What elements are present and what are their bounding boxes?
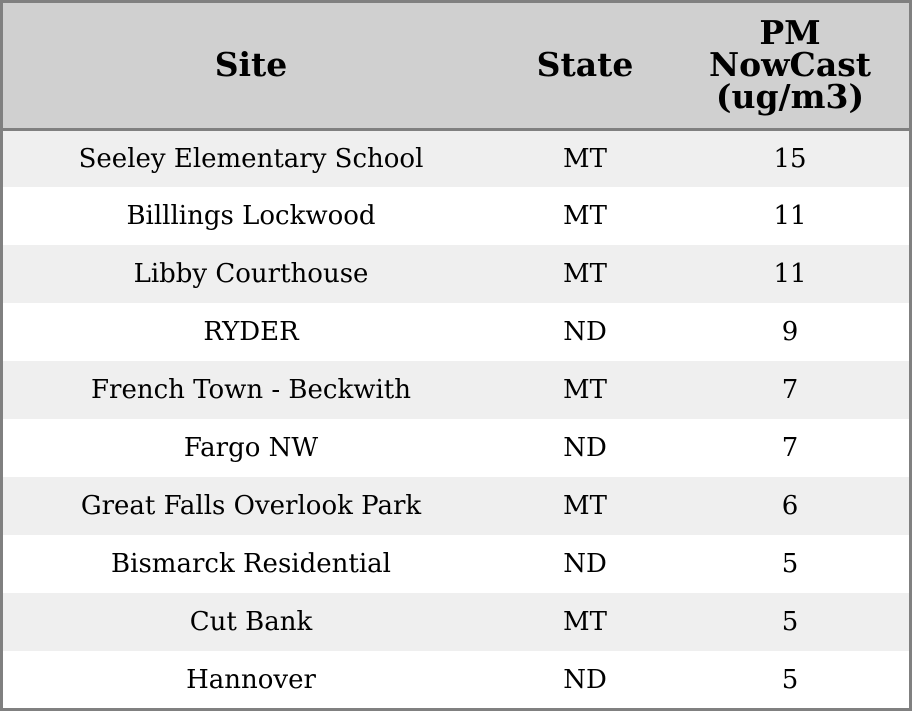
column-header-site — [3, 3, 499, 129]
cell-site: Libby Courthouse — [133, 259, 369, 289]
column-header-pm-line-2: NowCast — [708, 45, 872, 85]
table-row — [3, 651, 909, 709]
cell-site: Hannover — [186, 665, 316, 695]
cell-pm-value: 9 — [781, 317, 799, 347]
cell-site: Fargo NW — [183, 433, 319, 463]
table-row — [3, 187, 909, 245]
cell-state: MT — [563, 491, 607, 521]
pm-nowcast-table — [3, 3, 909, 709]
cell-pm-value: 5 — [781, 665, 799, 695]
table-row — [3, 535, 909, 593]
cell-pm-value: 7 — [781, 433, 799, 463]
cell-site: RYDER — [203, 317, 299, 347]
cell-pm-value: 6 — [781, 491, 799, 521]
cell-state: MT — [563, 143, 607, 174]
cell-state: ND — [563, 433, 607, 463]
column-header-state-line: State — [536, 45, 634, 85]
column-header-pm-line-1: PM — [759, 13, 821, 53]
table-row — [3, 303, 909, 361]
cell-state: MT — [563, 607, 607, 637]
cell-state: MT — [563, 259, 607, 289]
cell-state: MT — [563, 375, 607, 405]
cell-site: Bismarck Residential — [111, 549, 391, 579]
cell-pm-value: 11 — [773, 201, 807, 231]
cell-pm-value: 11 — [773, 259, 807, 289]
table-row — [3, 419, 909, 477]
column-header-pm-nowcast — [671, 3, 909, 129]
column-header-site-line: Site — [214, 45, 288, 85]
cell-site: Seeley Elementary School — [78, 143, 424, 174]
cell-site: Cut Bank — [189, 607, 313, 637]
cell-state: ND — [563, 665, 607, 695]
cell-state: ND — [563, 317, 607, 347]
table-row — [3, 593, 909, 651]
cell-pm-value: 7 — [781, 375, 799, 405]
cell-pm-value: 5 — [781, 549, 799, 579]
cell-state: ND — [563, 549, 607, 579]
table-body — [3, 129, 909, 709]
table-row — [3, 477, 909, 535]
table-row — [3, 361, 909, 419]
cell-pm-value: 15 — [773, 143, 807, 174]
column-header-state — [499, 3, 671, 129]
table-header — [3, 3, 909, 129]
table-row — [3, 129, 909, 187]
table-row — [3, 245, 909, 303]
header-row — [3, 3, 909, 129]
cell-pm-value: 5 — [781, 607, 799, 637]
cell-site: Billlings Lockwood — [126, 201, 376, 231]
cell-site: Great Falls Overlook Park — [80, 491, 422, 521]
cell-site: French Town - Beckwith — [90, 375, 412, 405]
column-header-pm-line-3: (ug/m3) — [715, 77, 865, 117]
cell-state: MT — [563, 201, 607, 231]
